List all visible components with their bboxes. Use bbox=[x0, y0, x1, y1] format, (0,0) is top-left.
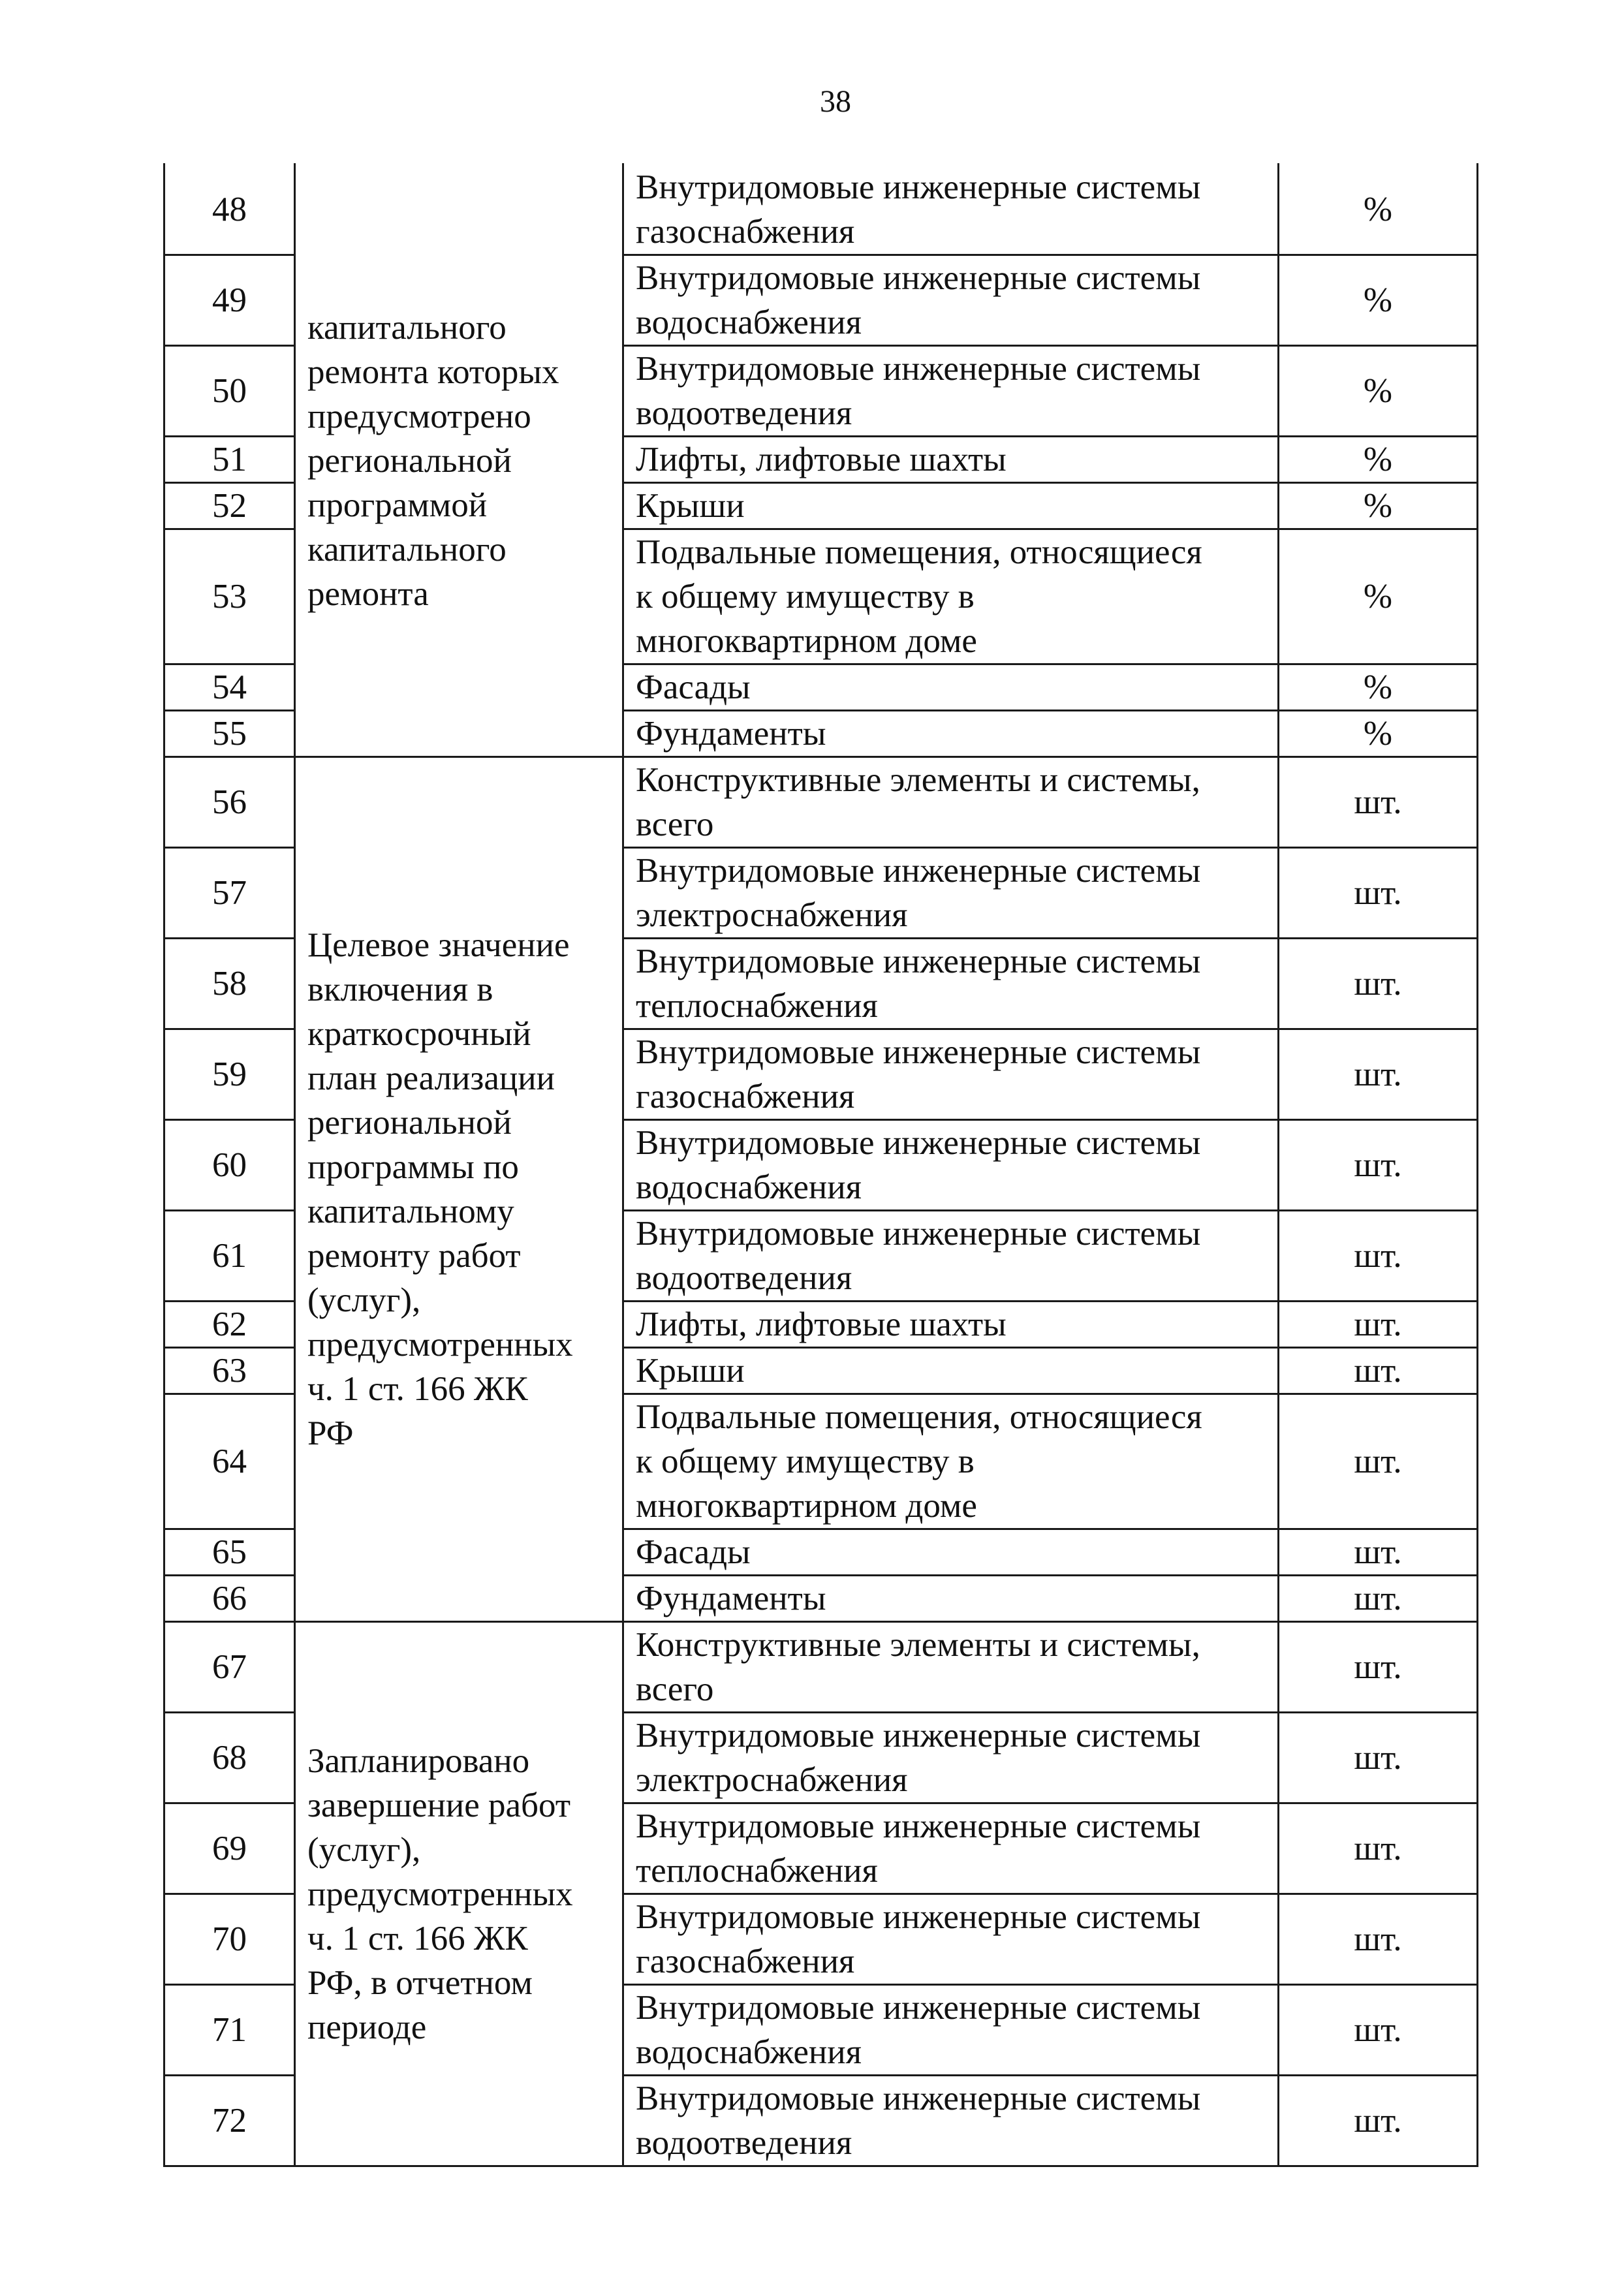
row-number: 66 bbox=[164, 1576, 295, 1622]
page-number: 38 bbox=[820, 84, 851, 119]
row-number: 54 bbox=[164, 664, 295, 711]
unit-cell: шт. bbox=[1279, 939, 1478, 1029]
group-label: Запланировано завершение работ (услуг), предусмотренных ч. 1 ст. 166 ЖК РФ, в отчетном периоде bbox=[295, 1622, 623, 2166]
unit-cell: шт. bbox=[1279, 1529, 1478, 1576]
row-number: 64 bbox=[164, 1394, 295, 1529]
element-name: Фундаменты bbox=[623, 711, 1279, 757]
unit-cell: шт. bbox=[1279, 1211, 1478, 1302]
element-name: Крыши bbox=[623, 1348, 1279, 1394]
row-number: 65 bbox=[164, 1529, 295, 1576]
unit-cell: шт. bbox=[1279, 1713, 1478, 1803]
element-name: Фасады bbox=[623, 1529, 1279, 1576]
unit-cell: шт. bbox=[1279, 1894, 1478, 1985]
element-name: Внутридомовые инженерные системы теплоснабжения bbox=[623, 939, 1279, 1029]
row-number: 70 bbox=[164, 1894, 295, 1985]
element-name: Лифты, лифтовые шахты bbox=[623, 437, 1279, 483]
unit-cell: шт. bbox=[1279, 1029, 1478, 1120]
element-name: Лифты, лифтовые шахты bbox=[623, 1302, 1279, 1348]
row-number: 61 bbox=[164, 1211, 295, 1302]
unit-cell: % bbox=[1279, 664, 1478, 711]
unit-cell: шт. bbox=[1279, 1302, 1478, 1348]
unit-cell: шт. bbox=[1279, 1622, 1478, 1713]
element-name: Фасады bbox=[623, 664, 1279, 711]
row-number: 55 bbox=[164, 711, 295, 757]
unit-cell: шт. bbox=[1279, 1803, 1478, 1894]
row-number: 60 bbox=[164, 1120, 295, 1211]
element-name: Внутридомовые инженерные системы водоотведения bbox=[623, 1211, 1279, 1302]
row-number: 53 bbox=[164, 529, 295, 664]
unit-cell: шт. bbox=[1279, 1120, 1478, 1211]
row-number: 51 bbox=[164, 437, 295, 483]
element-name: Конструктивные элементы и системы, всего bbox=[623, 1622, 1279, 1713]
unit-cell: шт. bbox=[1279, 1985, 1478, 2076]
element-name: Внутридомовые инженерные системы газоснабжения bbox=[623, 1029, 1279, 1120]
row-number: 62 bbox=[164, 1302, 295, 1348]
unit-cell: шт. bbox=[1279, 1348, 1478, 1394]
group-label: Целевое значение включения в краткосрочный план реализации региональной программы по капитальному ремонту работ (услуг), предусмотренных ч. 1 ст. 166 ЖК РФ bbox=[295, 757, 623, 1622]
row-number: 57 bbox=[164, 848, 295, 939]
element-name: Внутридомовые инженерные системы водоотведения bbox=[623, 2076, 1279, 2166]
element-name: Конструктивные элементы и системы, всего bbox=[623, 757, 1279, 848]
unit-cell: % bbox=[1279, 437, 1478, 483]
element-name: Внутридомовые инженерные системы электроснабжения bbox=[623, 1713, 1279, 1803]
row-number: 58 bbox=[164, 939, 295, 1029]
unit-cell: % bbox=[1279, 255, 1478, 346]
unit-cell: шт. bbox=[1279, 848, 1478, 939]
element-name: Внутридомовые инженерные системы водоснабжения bbox=[623, 1120, 1279, 1211]
row-number: 49 bbox=[164, 255, 295, 346]
element-name: Подвальные помещения, относящиеся к общему имуществу в многоквартирном доме bbox=[623, 529, 1279, 664]
unit-cell: % bbox=[1279, 483, 1478, 529]
element-name: Внутридомовые инженерные системы электроснабжения bbox=[623, 848, 1279, 939]
unit-cell: % bbox=[1279, 711, 1478, 757]
row-number: 68 bbox=[164, 1713, 295, 1803]
row-number: 59 bbox=[164, 1029, 295, 1120]
group-label: капитального ремонта которых предусмотрено региональной программой капитального ремонта bbox=[295, 164, 623, 757]
unit-cell: % bbox=[1279, 529, 1478, 664]
row-number: 52 bbox=[164, 483, 295, 529]
element-name: Внутридомовые инженерные системы водоотведения bbox=[623, 346, 1279, 437]
element-name: Внутридомовые инженерные системы водоснабжения bbox=[623, 1985, 1279, 2076]
unit-cell: шт. bbox=[1279, 1576, 1478, 1622]
row-number: 56 bbox=[164, 757, 295, 848]
element-name: Крыши bbox=[623, 483, 1279, 529]
element-name: Внутридомовые инженерные системы теплоснабжения bbox=[623, 1803, 1279, 1894]
table-row bbox=[164, 164, 1478, 255]
unit-cell: % bbox=[1279, 164, 1478, 255]
row-number: 72 bbox=[164, 2076, 295, 2166]
table-row bbox=[164, 1622, 1478, 1713]
element-name: Фундаменты bbox=[623, 1576, 1279, 1622]
unit-cell: шт. bbox=[1279, 757, 1478, 848]
indicator-table bbox=[163, 163, 1478, 2167]
unit-cell: шт. bbox=[1279, 1394, 1478, 1529]
row-number: 63 bbox=[164, 1348, 295, 1394]
row-number: 67 bbox=[164, 1622, 295, 1713]
row-number: 48 bbox=[164, 164, 295, 255]
element-name: Внутридомовые инженерные системы водоснабжения bbox=[623, 255, 1279, 346]
element-name: Внутридомовые инженерные системы газоснабжения bbox=[623, 1894, 1279, 1985]
element-name: Подвальные помещения, относящиеся к общему имуществу в многоквартирном доме bbox=[623, 1394, 1279, 1529]
unit-cell: шт. bbox=[1279, 2076, 1478, 2166]
row-number: 69 bbox=[164, 1803, 295, 1894]
element-name: Внутридомовые инженерные системы газоснабжения bbox=[623, 164, 1279, 255]
unit-cell: % bbox=[1279, 346, 1478, 437]
row-number: 71 bbox=[164, 1985, 295, 2076]
table-row bbox=[164, 757, 1478, 848]
row-number: 50 bbox=[164, 346, 295, 437]
